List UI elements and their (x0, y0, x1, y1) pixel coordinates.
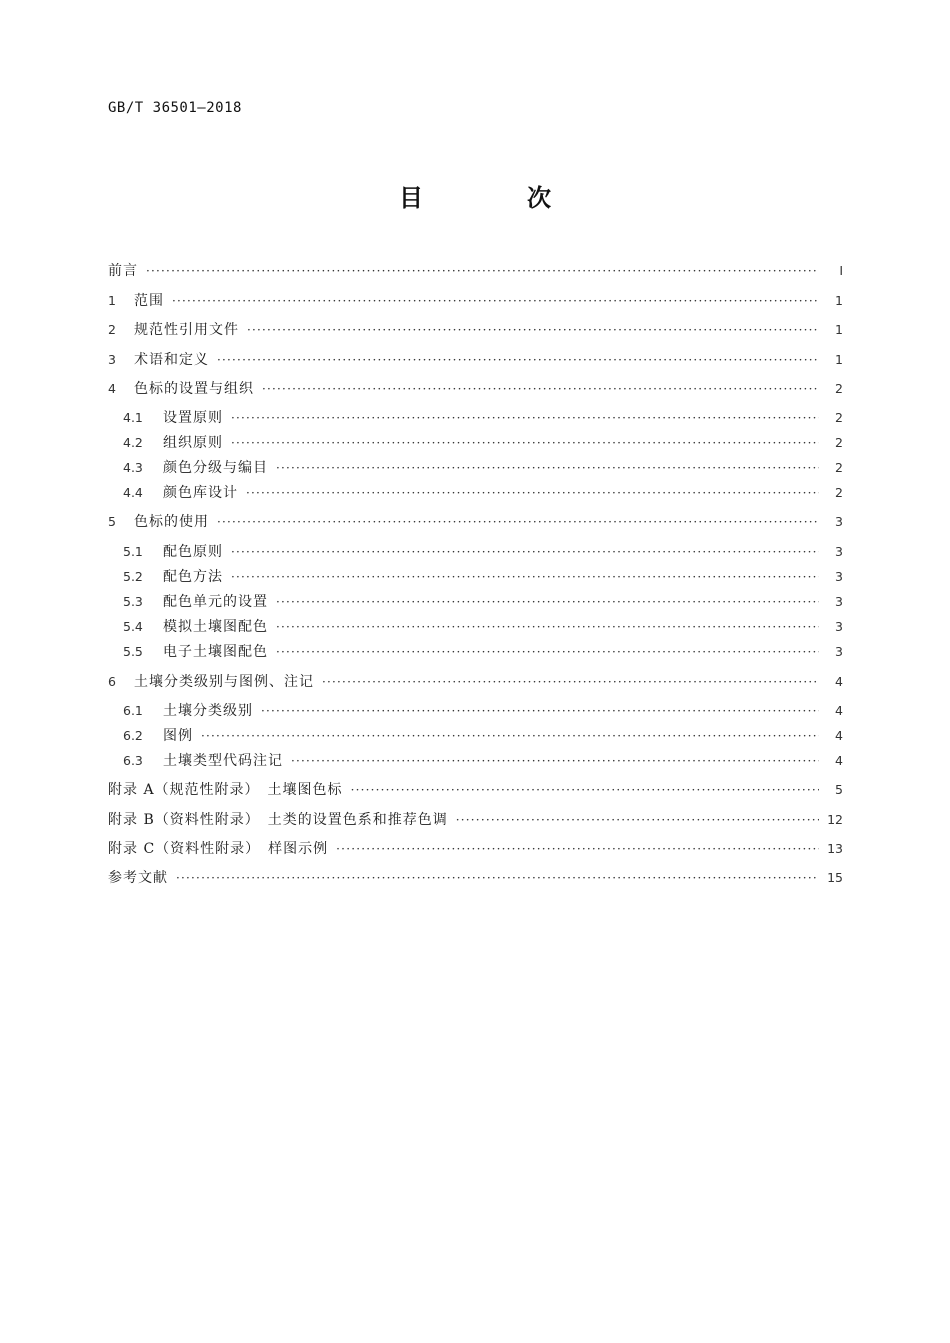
toc-leader-dots (322, 672, 819, 692)
toc-leader-dots (246, 483, 819, 503)
toc-entry-label: 色标的设置与组织 (134, 381, 254, 397)
toc-entry-page: 3 (835, 594, 843, 609)
toc-entry-number: 4.3 (123, 460, 143, 475)
toc-entry[interactable] (108, 512, 843, 532)
toc-entry-label: 图例 (163, 728, 193, 744)
toc-entry[interactable] (108, 868, 843, 888)
toc-entry-page: 3 (835, 644, 843, 659)
toc-entry-label: 土壤类型代码注记 (163, 753, 283, 769)
toc-entry[interactable] (123, 642, 843, 662)
toc-entry-label: 模拟土壤图配色 (163, 619, 268, 635)
toc-leader-dots (217, 512, 819, 532)
toc-entry[interactable] (123, 592, 843, 612)
toc-leader-dots (231, 567, 819, 587)
toc-entry-page: 2 (835, 410, 843, 425)
toc-entry-label: 组织原则 (163, 435, 223, 451)
toc-entry[interactable] (108, 672, 843, 692)
toc-entry-label: 参考文献 (108, 870, 168, 886)
toc-entry[interactable] (123, 458, 843, 478)
toc-leader-dots (291, 751, 819, 771)
toc-entry-number: 5.4 (123, 619, 143, 634)
toc-leader-dots (201, 726, 819, 746)
toc-entry-number: 3 (108, 352, 116, 367)
toc-entry-number: 4.1 (123, 410, 143, 425)
toc-entry-page: 4 (835, 674, 843, 689)
toc-entry[interactable] (123, 701, 843, 721)
toc-entry-page: 4 (835, 753, 843, 768)
toc-entry-number: 4.2 (123, 435, 143, 450)
toc-entry-number: 6.3 (123, 753, 143, 768)
toc-leader-dots (351, 780, 819, 800)
toc-leader-dots (231, 433, 819, 453)
toc-entry-number: 6 (108, 674, 116, 689)
toc-entry-page: 3 (835, 544, 843, 559)
toc-entry-label: 颜色库设计 (163, 485, 238, 501)
toc-entry-page: 5 (835, 782, 843, 797)
toc-entry-label: 颜色分级与编目 (163, 460, 268, 476)
toc-entry-label: 术语和定义 (134, 352, 209, 368)
toc-entry-number: 5.5 (123, 644, 143, 659)
toc-entry-page: 12 (827, 812, 843, 827)
toc-leader-dots (247, 320, 819, 340)
toc-entry[interactable] (123, 542, 843, 562)
toc-entry-page: 3 (835, 569, 843, 584)
toc-entry[interactable] (123, 433, 843, 453)
page-title: 目 次 (399, 184, 591, 212)
toc-entry-page: Ⅰ (839, 263, 843, 278)
toc-entry-page: 2 (835, 435, 843, 450)
toc-entry-label: 色标的使用 (134, 514, 209, 530)
toc-entry-label: 附录 B（资料性附录） 土类的设置色系和推荐色调 (108, 812, 448, 828)
toc-entry[interactable] (108, 320, 843, 340)
toc-entry-label: 设置原则 (163, 410, 223, 426)
toc-entry-page: 3 (835, 619, 843, 634)
toc-entry-page: 1 (835, 293, 843, 308)
toc-leader-dots (262, 379, 819, 399)
toc-entry-number: 5.2 (123, 569, 143, 584)
toc-leader-dots (217, 350, 819, 370)
toc-entry-label: 电子土壤图配色 (163, 644, 268, 660)
toc-entry[interactable] (108, 780, 843, 800)
standard-number: GB/T 36501—2018 (108, 100, 242, 116)
toc-entry-number: 5.3 (123, 594, 143, 609)
toc-leader-dots (176, 868, 819, 888)
toc-entry-label: 附录 C（资料性附录） 样图示例 (108, 841, 329, 857)
toc-entry-number: 4 (108, 381, 116, 396)
toc-entry-label: 土壤分类级别与图例、注记 (134, 674, 314, 690)
toc-entry-number: 2 (108, 322, 116, 337)
toc-leader-dots (336, 839, 819, 859)
toc-entry-label: 配色原则 (163, 544, 223, 560)
toc-entry-page: 2 (835, 460, 843, 475)
toc-entry-number: 5.1 (123, 544, 143, 559)
toc-leader-dots (456, 810, 819, 830)
toc-entry-label: 规范性引用文件 (134, 322, 239, 338)
toc-entry-page: 2 (835, 485, 843, 500)
toc-entry-page: 1 (835, 322, 843, 337)
toc-entry-label: 附录 A（规范性附录） 土壤图色标 (108, 782, 343, 798)
toc-entry[interactable] (108, 839, 843, 859)
toc-entry[interactable] (123, 726, 843, 746)
toc-leader-dots (231, 542, 819, 562)
toc-leader-dots (276, 592, 819, 612)
toc-entry-page: 15 (827, 870, 843, 885)
toc-entry[interactable] (108, 291, 843, 311)
toc-entry[interactable] (123, 483, 843, 503)
toc-entry-page: 1 (835, 352, 843, 367)
toc-leader-dots (146, 261, 819, 281)
toc-entry-page: 4 (835, 728, 843, 743)
toc-entry[interactable] (108, 350, 843, 370)
toc-entry[interactable] (123, 408, 843, 428)
toc-entry-label: 范围 (134, 293, 164, 309)
toc-entry[interactable] (123, 567, 843, 587)
toc-leader-dots (276, 458, 819, 478)
toc-entry-page: 4 (835, 703, 843, 718)
toc-entry-number: 6.2 (123, 728, 143, 743)
toc-leader-dots (172, 291, 819, 311)
toc-leader-dots (231, 408, 819, 428)
toc-entry-number: 4.4 (123, 485, 143, 500)
toc-entry-label: 土壤分类级别 (163, 703, 253, 719)
toc-entry[interactable] (123, 617, 843, 637)
toc-entry-label: 配色单元的设置 (163, 594, 268, 610)
toc-entry-page: 3 (835, 514, 843, 529)
toc-entry-page: 2 (835, 381, 843, 396)
toc-entry[interactable] (123, 751, 843, 771)
toc-entry[interactable] (108, 810, 843, 830)
toc-entry[interactable] (108, 261, 843, 281)
toc-entry[interactable] (108, 379, 843, 399)
toc-leader-dots (276, 617, 819, 637)
toc-entry-number: 6.1 (123, 703, 143, 718)
toc-entry-number: 5 (108, 514, 116, 529)
toc-leader-dots (276, 642, 819, 662)
toc-leader-dots (261, 701, 819, 721)
toc-entry-page: 13 (827, 841, 843, 856)
toc-entry-label: 配色方法 (163, 569, 223, 585)
toc-entry-label: 前言 (108, 263, 138, 279)
toc-entry-number: 1 (108, 293, 116, 308)
